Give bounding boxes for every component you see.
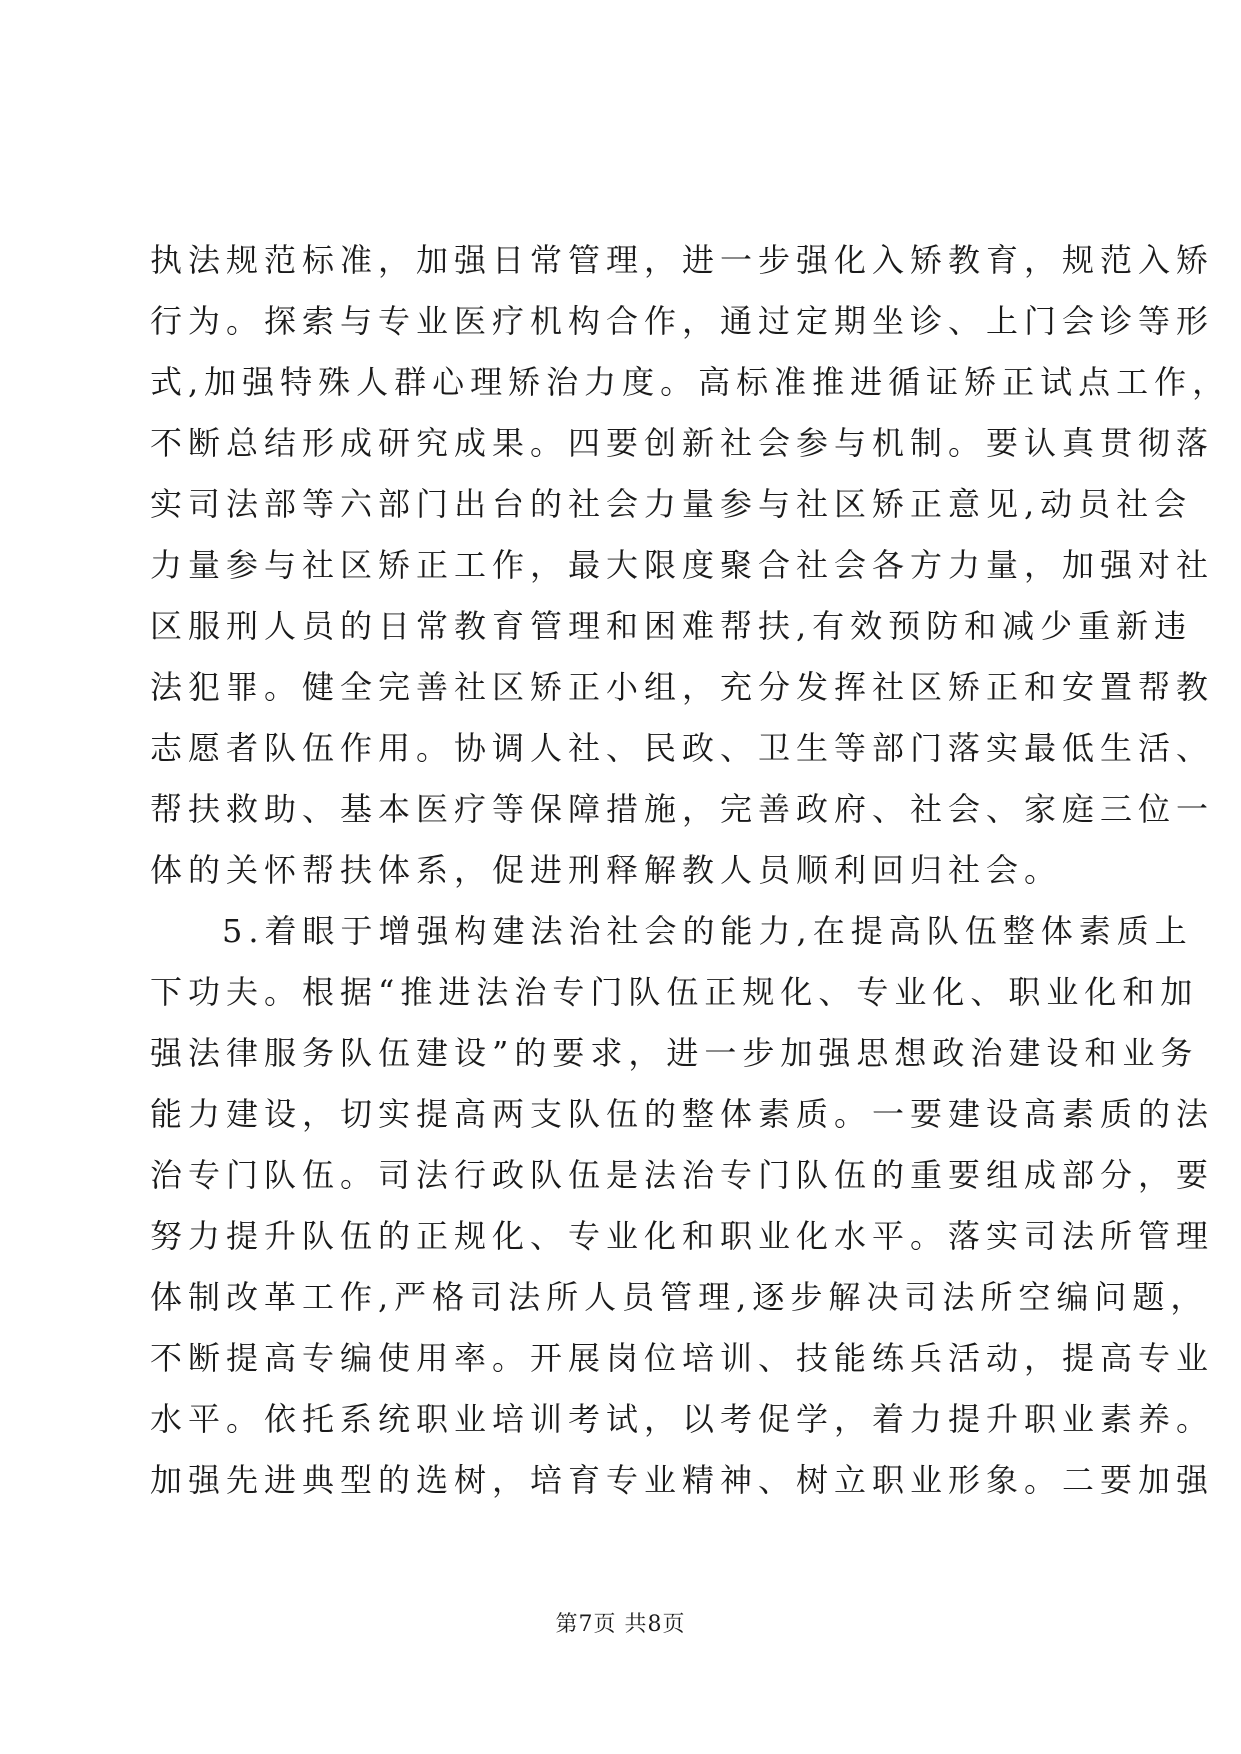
text-line: 区服刑人员的日常教育管理和困难帮扶,有效预防和减少重新违 <box>150 607 1193 645</box>
text-line: 执法规范标准，加强日常管理，进一步强化入矫教育，规范入矫 <box>150 241 1215 279</box>
text-line: 志愿者队伍作用。协调人社、民政、卫生等部门落实最低生活、 <box>150 729 1215 767</box>
text-line: 力量参与社区矫正工作，最大限度聚合社会各方力量，加强对社 <box>150 546 1215 584</box>
text-line: 实司法部等六部门出台的社会力量参与社区矫正意见,动员社会 <box>150 485 1193 523</box>
text-line: 能力建设，切实提高两支队伍的整体素质。一要建设高素质的法 <box>150 1095 1215 1133</box>
text-line: 治专门队伍。司法行政队伍是法治专门队伍的重要组成部分，要 <box>150 1156 1215 1194</box>
text-line: 加强先进典型的选树，培育专业精神、树立职业形象。二要加强 <box>150 1461 1215 1499</box>
paragraph-start-line: 5.着眼于增强构建法治社会的能力,在提高队伍整体素质上 <box>222 912 1193 950</box>
text-line: 体制改革工作,严格司法所人员管理,逐步解决司法所空编问题， <box>150 1278 1209 1316</box>
body-text <box>150 230 1231 1511</box>
text-line: 不断提高专编使用率。开展岗位培训、技能练兵活动，提高专业 <box>150 1339 1215 1377</box>
text-line: 强法律服务队伍建设”的要求，进一步加强思想政治建设和业务 <box>150 1034 1199 1072</box>
text-line: 体的关怀帮扶体系，促进刑释解教人员顺利回归社会。 <box>150 851 1063 889</box>
text-line: 行为。探索与专业医疗机构合作，通过定期坐诊、上门会诊等形 <box>150 302 1215 340</box>
text-line: 不断总结形成研究成果。四要创新社会参与机制。要认真贯彻落 <box>150 424 1215 462</box>
text-line: 式,加强特殊人群心理矫治力度。高标准推进循证矫正试点工作， <box>150 363 1231 401</box>
text-line: 法犯罪。健全完善社区矫正小组，充分发挥社区矫正和安置帮教 <box>150 668 1215 706</box>
text-line: 水平。依托系统职业培训考试，以考促学，着力提升职业素养。 <box>150 1400 1215 1438</box>
page-number-footer: 第7页 共8页 <box>555 1612 686 1637</box>
text-line: 努力提升队伍的正规化、专业化和职业化水平。落实司法所管理 <box>150 1217 1215 1255</box>
text-line: 下功夫。根据“推进法治专门队伍正规化、专业化、职业化和加 <box>150 973 1199 1011</box>
text-line: 帮扶救助、基本医疗等保障措施，完善政府、社会、家庭三位一 <box>150 790 1215 828</box>
